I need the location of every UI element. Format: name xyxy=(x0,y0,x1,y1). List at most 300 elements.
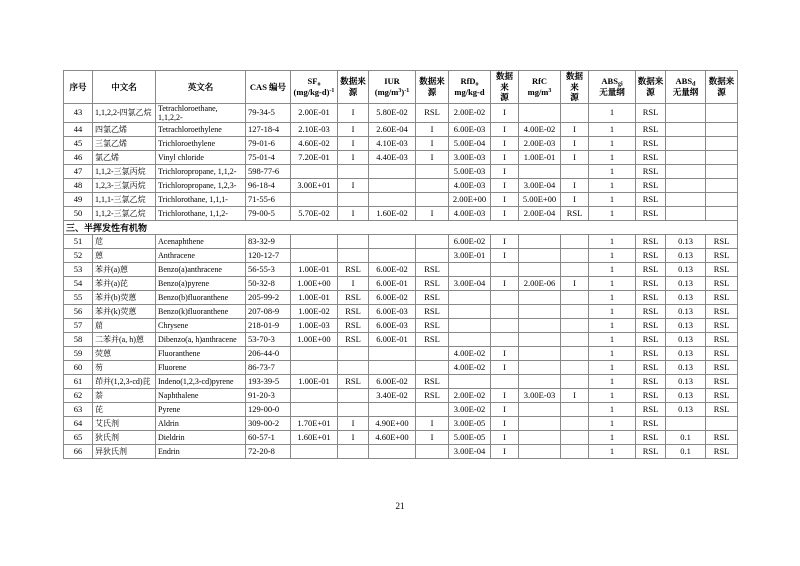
cell-cas: 72-20-8 xyxy=(246,445,291,459)
cell-sf xyxy=(291,445,338,459)
table-row xyxy=(64,263,738,277)
cell-rfd-source: I xyxy=(491,103,519,122)
cell-abs-gi-source: RSL xyxy=(636,417,666,431)
cell-iur: 2.60E-04 xyxy=(369,123,416,137)
cell-name-en: Benzo(a)anthracene xyxy=(156,263,246,277)
column-header-rfd-source: 数据来 源 xyxy=(491,71,519,104)
cell-iur-source: RSL xyxy=(416,263,449,277)
cell-abs-d-source: RSL xyxy=(706,445,738,459)
cell-sf: 1.70E+01 xyxy=(291,417,338,431)
cell-abs-d-source xyxy=(706,193,738,207)
cell-rfc-source: I xyxy=(561,151,589,165)
cell-sf-source xyxy=(338,389,369,403)
cell-iur-source xyxy=(416,347,449,361)
cell-rfc xyxy=(519,375,561,389)
column-header-name-cn: 中文名 xyxy=(93,71,156,104)
table-row xyxy=(64,249,738,263)
cell-cas: 96-18-4 xyxy=(246,179,291,193)
screening-values-table xyxy=(63,70,738,459)
cell-name-cn: 苯并(a)芘 xyxy=(93,277,156,291)
cell-abs-d-source: RSL xyxy=(706,375,738,389)
cell-name-cn: 荧蒽 xyxy=(93,347,156,361)
table-header xyxy=(64,71,738,104)
column-header-abs-gi-source: 数据来 源 xyxy=(636,71,666,104)
cell-rfd-source: I xyxy=(491,347,519,361)
cell-iur-source: I xyxy=(416,137,449,151)
cell-cas: 91-20-3 xyxy=(246,389,291,403)
cell-rfc-source xyxy=(561,445,589,459)
cell-sf-source: RSL xyxy=(338,263,369,277)
cell-cas: 53-70-3 xyxy=(246,333,291,347)
cell-iur xyxy=(369,403,416,417)
cell-name-en: Naphthalene xyxy=(156,389,246,403)
cell-abs-gi-source: RSL xyxy=(636,305,666,319)
cell-cas: 56-55-3 xyxy=(246,263,291,277)
cell-iur-source: RSL xyxy=(416,305,449,319)
cell-name-cn: 䓛 xyxy=(93,319,156,333)
cell-abs-gi: 1 xyxy=(589,193,636,207)
cell-rfd-source: I xyxy=(491,445,519,459)
cell-rfc: 1.00E-01 xyxy=(519,151,561,165)
cell-rfd-source xyxy=(491,319,519,333)
cell-index: 64 xyxy=(64,417,93,431)
cell-rfd: 2.00E-02 xyxy=(449,103,491,122)
cell-abs-d-source: RSL xyxy=(706,277,738,291)
cell-name-en: Benzo(a)pyrene xyxy=(156,277,246,291)
cell-iur xyxy=(369,165,416,179)
cell-name-en: Benzo(b)fluoranthene xyxy=(156,291,246,305)
cell-iur-source xyxy=(416,361,449,375)
cell-abs-gi: 1 xyxy=(589,347,636,361)
cell-sf: 4.60E-02 xyxy=(291,137,338,151)
cell-rfc-source xyxy=(561,347,589,361)
cell-iur xyxy=(369,235,416,249)
cell-iur: 3.40E-02 xyxy=(369,389,416,403)
cell-abs-gi-source: RSL xyxy=(636,207,666,221)
cell-sf-source xyxy=(338,347,369,361)
column-header-name-en: 英文名 xyxy=(156,71,246,104)
cell-abs-gi-source: RSL xyxy=(636,431,666,445)
cell-abs-gi-source: RSL xyxy=(636,291,666,305)
cell-abs-d: 0.13 xyxy=(666,403,706,417)
cell-index: 55 xyxy=(64,291,93,305)
cell-index: 45 xyxy=(64,137,93,151)
cell-name-cn: 三氯乙烯 xyxy=(93,137,156,151)
cell-name-en: Trichloroethylene xyxy=(156,137,246,151)
cell-abs-d-source: RSL xyxy=(706,263,738,277)
cell-rfc: 3.00E-04 xyxy=(519,179,561,193)
cell-abs-d-source: RSL xyxy=(706,291,738,305)
cell-rfc-source xyxy=(561,291,589,305)
cell-rfd-source: I xyxy=(491,249,519,263)
cell-name-en: Tetrachloroethylene xyxy=(156,123,246,137)
cell-abs-d-source: RSL xyxy=(706,305,738,319)
cell-abs-gi: 1 xyxy=(589,417,636,431)
cell-abs-gi-source: RSL xyxy=(636,347,666,361)
cell-abs-gi: 1 xyxy=(589,123,636,137)
cell-cas: 207-08-9 xyxy=(246,305,291,319)
cell-index: 57 xyxy=(64,319,93,333)
cell-sf-source xyxy=(338,193,369,207)
cell-sf-source: RSL xyxy=(338,375,369,389)
cell-rfc-source xyxy=(561,263,589,277)
cell-index: 52 xyxy=(64,249,93,263)
cell-name-en: Fluorene xyxy=(156,361,246,375)
cell-rfc-source xyxy=(561,305,589,319)
cell-abs-d: 0.13 xyxy=(666,375,706,389)
page-number: 21 xyxy=(395,501,405,511)
cell-rfd-source xyxy=(491,375,519,389)
cell-name-cn: 异狄氏剂 xyxy=(93,445,156,459)
cell-rfd-source xyxy=(491,263,519,277)
cell-abs-d-source: RSL xyxy=(706,431,738,445)
cell-abs-gi-source: RSL xyxy=(636,389,666,403)
cell-rfd-source: I xyxy=(491,277,519,291)
cell-index: 44 xyxy=(64,123,93,137)
cell-index: 54 xyxy=(64,277,93,291)
cell-sf-source: I xyxy=(338,179,369,193)
cell-index: 48 xyxy=(64,179,93,193)
cell-abs-d-source: RSL xyxy=(706,403,738,417)
cell-abs-gi-source: RSL xyxy=(636,179,666,193)
cell-name-en: Endrin xyxy=(156,445,246,459)
cell-rfc xyxy=(519,249,561,263)
cell-rfd-source: I xyxy=(491,389,519,403)
table-row xyxy=(64,103,738,122)
cell-rfc: 2.00E-04 xyxy=(519,207,561,221)
cell-cas: 79-01-6 xyxy=(246,137,291,151)
cell-rfc xyxy=(519,165,561,179)
cell-iur-source xyxy=(416,165,449,179)
cell-rfc xyxy=(519,319,561,333)
table-row xyxy=(64,137,738,151)
cell-index: 53 xyxy=(64,263,93,277)
cell-sf: 1.00E+00 xyxy=(291,333,338,347)
cell-iur: 4.40E-03 xyxy=(369,151,416,165)
cell-cas: 83-32-9 xyxy=(246,235,291,249)
cell-sf: 1.60E+01 xyxy=(291,431,338,445)
column-header-abs-d: $ABS_d$ 无量纲 xyxy=(666,71,706,104)
cell-rfd: 6.00E-02 xyxy=(449,235,491,249)
cell-abs-gi-source: RSL xyxy=(636,249,666,263)
cell-abs-d: 0.1 xyxy=(666,445,706,459)
cell-abs-d-source: RSL xyxy=(706,333,738,347)
cell-cas: 598-77-6 xyxy=(246,165,291,179)
cell-iur-source xyxy=(416,235,449,249)
cell-rfc xyxy=(519,445,561,459)
cell-abs-d: 0.13 xyxy=(666,319,706,333)
cell-sf xyxy=(291,347,338,361)
cell-iur: 4.60E+00 xyxy=(369,431,416,445)
cell-abs-gi: 1 xyxy=(589,361,636,375)
cell-cas: 79-34-5 xyxy=(246,103,291,122)
cell-iur-source xyxy=(416,179,449,193)
cell-abs-gi-source: RSL xyxy=(636,263,666,277)
cell-rfd-source xyxy=(491,305,519,319)
cell-iur-source: I xyxy=(416,431,449,445)
cell-abs-gi: 1 xyxy=(589,445,636,459)
table-row xyxy=(64,375,738,389)
cell-name-en: Aldrin xyxy=(156,417,246,431)
table-row xyxy=(64,151,738,165)
cell-rfd-source: I xyxy=(491,137,519,151)
cell-rfd xyxy=(449,305,491,319)
cell-abs-gi-source: RSL xyxy=(636,403,666,417)
cell-name-cn: 1,1,2-三氯乙烷 xyxy=(93,207,156,221)
cell-abs-gi-source: RSL xyxy=(636,151,666,165)
cell-abs-d xyxy=(666,165,706,179)
cell-name-cn: 芴 xyxy=(93,361,156,375)
cell-sf xyxy=(291,361,338,375)
table-row xyxy=(64,291,738,305)
cell-rfc xyxy=(519,291,561,305)
cell-rfc-source xyxy=(561,361,589,375)
table-row xyxy=(64,431,738,445)
cell-rfc: 3.00E-03 xyxy=(519,389,561,403)
cell-rfc-source xyxy=(561,417,589,431)
cell-iur: 6.00E-02 xyxy=(369,263,416,277)
table-row xyxy=(64,333,738,347)
cell-rfc-source xyxy=(561,403,589,417)
cell-iur-source: RSL xyxy=(416,389,449,403)
cell-iur-source: RSL xyxy=(416,333,449,347)
cell-name-cn: 二苯并(a, h)蒽 xyxy=(93,333,156,347)
cell-rfc xyxy=(519,417,561,431)
cell-abs-gi: 1 xyxy=(589,305,636,319)
cell-rfc-source xyxy=(561,431,589,445)
cell-name-cn: 苯并(b)荧蒽 xyxy=(93,291,156,305)
cell-rfc-source xyxy=(561,103,589,122)
cell-sf-source xyxy=(338,249,369,263)
cell-abs-gi: 1 xyxy=(589,249,636,263)
cell-rfc xyxy=(519,347,561,361)
cell-iur-source xyxy=(416,193,449,207)
cell-abs-d-source: RSL xyxy=(706,361,738,375)
cell-abs-gi: 1 xyxy=(589,179,636,193)
table-body xyxy=(64,103,738,458)
cell-iur-source: RSL xyxy=(416,375,449,389)
cell-rfd-source: I xyxy=(491,179,519,193)
cell-iur-source: I xyxy=(416,207,449,221)
cell-name-cn: 四氯乙烯 xyxy=(93,123,156,137)
table-row xyxy=(64,417,738,431)
cell-name-cn: 苊 xyxy=(93,235,156,249)
cell-rfc-source: I xyxy=(561,123,589,137)
cell-abs-d-source xyxy=(706,417,738,431)
cell-rfd: 3.00E-04 xyxy=(449,445,491,459)
cell-rfc: 4.00E-02 xyxy=(519,123,561,137)
cell-sf-source xyxy=(338,361,369,375)
cell-rfc xyxy=(519,235,561,249)
cell-sf-source: I xyxy=(338,103,369,122)
cell-sf xyxy=(291,165,338,179)
table-row xyxy=(64,193,738,207)
table-row xyxy=(64,165,738,179)
table-row xyxy=(64,361,738,375)
cell-name-en: Tetrachloroethane, 1,1,2,2- xyxy=(156,103,246,122)
cell-abs-d: 0.13 xyxy=(666,235,706,249)
cell-name-en: Trichloropropane, 1,1,2- xyxy=(156,165,246,179)
table-row xyxy=(64,207,738,221)
cell-abs-d: 0.13 xyxy=(666,347,706,361)
cell-abs-d-source: RSL xyxy=(706,235,738,249)
cell-rfd-source: I xyxy=(491,417,519,431)
cell-rfd: 5.00E-03 xyxy=(449,165,491,179)
cell-rfd: 2.00E+00 xyxy=(449,193,491,207)
cell-abs-d-source: RSL xyxy=(706,347,738,361)
table-row xyxy=(64,305,738,319)
cell-rfc-source xyxy=(561,165,589,179)
cell-sf-source xyxy=(338,235,369,249)
cell-abs-d: 0.13 xyxy=(666,389,706,403)
cell-abs-gi: 1 xyxy=(589,137,636,151)
cell-rfc xyxy=(519,361,561,375)
column-header-index: 序号 xyxy=(64,71,93,104)
cell-name-cn: 苯并(a)蒽 xyxy=(93,263,156,277)
column-header-cas: CAS 编号 xyxy=(246,71,291,104)
cell-rfc xyxy=(519,403,561,417)
cell-abs-d: 0.13 xyxy=(666,263,706,277)
column-header-sf-source: 数据来 源 xyxy=(338,71,369,104)
cell-abs-gi-source: RSL xyxy=(636,123,666,137)
cell-rfd: 3.00E-04 xyxy=(449,277,491,291)
cell-sf: 2.10E-03 xyxy=(291,123,338,137)
cell-abs-d-source xyxy=(706,165,738,179)
cell-cas: 79-00-5 xyxy=(246,207,291,221)
cell-abs-gi: 1 xyxy=(589,291,636,305)
cell-iur-source: RSL xyxy=(416,277,449,291)
cell-rfd: 5.00E-05 xyxy=(449,431,491,445)
table-row xyxy=(64,347,738,361)
cell-cas: 71-55-6 xyxy=(246,193,291,207)
cell-name-en: Benzo(k)fluoranthene xyxy=(156,305,246,319)
cell-rfc-source: I xyxy=(561,179,589,193)
cell-rfd-source: I xyxy=(491,207,519,221)
cell-rfc xyxy=(519,263,561,277)
cell-iur: 4.90E+00 xyxy=(369,417,416,431)
cell-abs-gi: 1 xyxy=(589,375,636,389)
cell-abs-gi: 1 xyxy=(589,403,636,417)
table-row xyxy=(64,403,738,417)
cell-rfc-source: I xyxy=(561,389,589,403)
cell-rfd: 4.00E-02 xyxy=(449,361,491,375)
cell-abs-gi: 1 xyxy=(589,431,636,445)
cell-rfc: 2.00E-06 xyxy=(519,277,561,291)
cell-cas: 127-18-4 xyxy=(246,123,291,137)
cell-cas: 50-32-8 xyxy=(246,277,291,291)
cell-abs-d: 0.13 xyxy=(666,249,706,263)
table-row xyxy=(64,277,738,291)
table-row xyxy=(64,389,738,403)
cell-rfc-source xyxy=(561,375,589,389)
cell-name-cn: 苯并(k)荧蒽 xyxy=(93,305,156,319)
cell-sf-source: RSL xyxy=(338,319,369,333)
cell-index: 58 xyxy=(64,333,93,347)
cell-sf-source: I xyxy=(338,151,369,165)
cell-name-en: Trichlorothane, 1,1,1- xyxy=(156,193,246,207)
cell-rfd: 6.00E-03 xyxy=(449,123,491,137)
cell-abs-d xyxy=(666,151,706,165)
cell-abs-d: 0.13 xyxy=(666,291,706,305)
cell-sf xyxy=(291,249,338,263)
cell-index: 62 xyxy=(64,389,93,403)
cell-iur: 6.00E-03 xyxy=(369,319,416,333)
cell-rfc-source xyxy=(561,235,589,249)
cell-sf-source: I xyxy=(338,123,369,137)
cell-name-cn: 狄氏剂 xyxy=(93,431,156,445)
cell-name-en: Dibenzo(a, h)anthracene xyxy=(156,333,246,347)
cell-abs-gi-source: RSL xyxy=(636,165,666,179)
cell-abs-gi: 1 xyxy=(589,165,636,179)
cell-abs-gi-source: RSL xyxy=(636,277,666,291)
cell-sf xyxy=(291,389,338,403)
section-header-row xyxy=(64,221,738,235)
cell-name-cn: 氯乙烯 xyxy=(93,151,156,165)
cell-name-en: Chrysene xyxy=(156,319,246,333)
cell-rfd-source: I xyxy=(491,151,519,165)
cell-name-en: Indeno(1,2,3-cd)pyrene xyxy=(156,375,246,389)
table-row xyxy=(64,319,738,333)
cell-rfc-source: I xyxy=(561,193,589,207)
cell-rfc-source xyxy=(561,249,589,263)
cell-rfd: 3.00E-05 xyxy=(449,417,491,431)
cell-iur-source xyxy=(416,445,449,459)
cell-abs-d: 0.13 xyxy=(666,361,706,375)
cell-iur-source: I xyxy=(416,417,449,431)
cell-iur-source xyxy=(416,403,449,417)
cell-index: 66 xyxy=(64,445,93,459)
cell-index: 51 xyxy=(64,235,93,249)
column-header-abs-d-source: 数据来 源 xyxy=(706,71,738,104)
cell-cas: 218-01-9 xyxy=(246,319,291,333)
cell-sf-source: I xyxy=(338,277,369,291)
cell-index: 46 xyxy=(64,151,93,165)
cell-sf: 1.00E-01 xyxy=(291,263,338,277)
cell-abs-gi-source: RSL xyxy=(636,361,666,375)
cell-index: 43 xyxy=(64,103,93,122)
cell-cas: 129-00-0 xyxy=(246,403,291,417)
cell-rfd: 3.00E-03 xyxy=(449,151,491,165)
cell-name-en: Fluoranthene xyxy=(156,347,246,361)
cell-cas: 120-12-7 xyxy=(246,249,291,263)
cell-cas: 205-99-2 xyxy=(246,291,291,305)
cell-sf-source xyxy=(338,445,369,459)
cell-sf-source xyxy=(338,165,369,179)
column-header-iur-source: 数据来 源 xyxy=(416,71,449,104)
cell-abs-gi: 1 xyxy=(589,263,636,277)
cell-name-en: Dieldrin xyxy=(156,431,246,445)
cell-index: 49 xyxy=(64,193,93,207)
cell-name-cn: 萘 xyxy=(93,389,156,403)
cell-abs-gi: 1 xyxy=(589,277,636,291)
cell-abs-gi-source: RSL xyxy=(636,193,666,207)
cell-sf-source: I xyxy=(338,207,369,221)
table-row xyxy=(64,445,738,459)
cell-abs-d xyxy=(666,123,706,137)
cell-abs-d-source xyxy=(706,179,738,193)
cell-rfd xyxy=(449,375,491,389)
column-header-rfc: RfC $mg/m^3$ xyxy=(519,71,561,104)
cell-sf: 7.20E-01 xyxy=(291,151,338,165)
cell-iur xyxy=(369,179,416,193)
cell-iur: 6.00E-01 xyxy=(369,333,416,347)
cell-rfd: 5.00E-04 xyxy=(449,137,491,151)
cell-name-en: Acenaphthene xyxy=(156,235,246,249)
cell-abs-d xyxy=(666,103,706,122)
cell-rfd-source: I xyxy=(491,165,519,179)
cell-rfd xyxy=(449,319,491,333)
cell-abs-d-source xyxy=(706,103,738,122)
